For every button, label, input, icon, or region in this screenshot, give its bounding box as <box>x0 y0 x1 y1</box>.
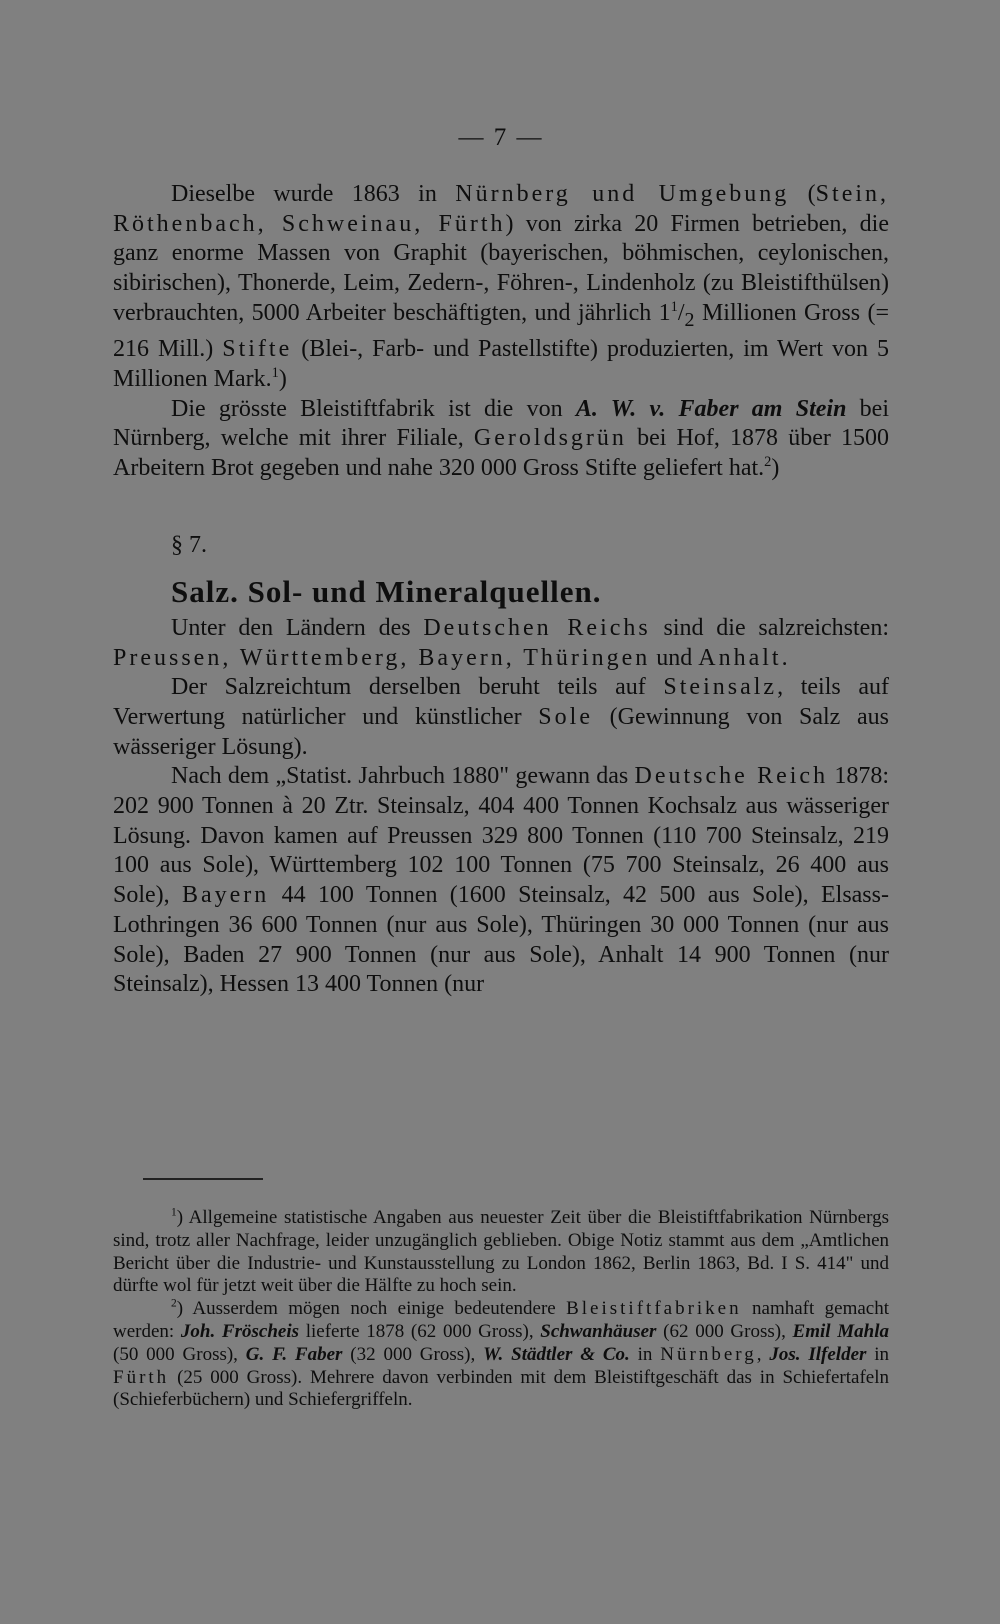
italic-text: A. W. v. Faber am Stein <box>575 395 847 422</box>
book-page <box>113 0 889 1624</box>
text-run: sind die salzreichsten: <box>650 614 889 641</box>
footnote-text: , <box>756 1343 770 1365</box>
footnotes <box>113 1207 889 1412</box>
fraction-denominator: 2 <box>684 308 695 331</box>
text-run: Millionen Gross (= 216 Mill.) <box>113 299 890 363</box>
spaced-text: Stein, Röthenbach, Schweinau, Fürth <box>113 181 890 237</box>
footnote-ref-2[interactable]: 2 <box>764 454 772 471</box>
italic-text: Jos. Ilfelder <box>769 1343 867 1365</box>
italic-text: W. Städtler & Co. <box>483 1343 630 1365</box>
italic-text: Schwanhäuser <box>540 1320 657 1342</box>
spaced-text: Bayern <box>181 882 270 909</box>
fraction-numerator: 1 <box>670 298 678 315</box>
italic-text: Emil Mahla <box>792 1320 889 1342</box>
spaced-text: Bleistiftfabriken <box>566 1298 742 1320</box>
spaced-text: Deutschen Reichs <box>423 614 651 641</box>
paragraph-faber <box>113 395 889 484</box>
footnote-1 <box>113 1207 889 1298</box>
footnote-mark-2: 2 <box>171 1297 177 1310</box>
footnote-text: ) Allgemeine statistische Angaben aus neuester Zeit über die Bleistiftfabrikation Nürnbergs sind, trotz aller Nachfrage, leider unzugänglich geblieben. Obige Notiz stammt aus dem „Amtlichen Bericht über die Industrie- und Kunstausstellung zu London 1862, Berlin 1863, Bd. I S. 414" und dürfte wol für jetzt weit über die Hälfte zu hoch sein. <box>113 1207 889 1297</box>
text-run: ) <box>771 455 780 482</box>
paragraph-pencil-industry <box>113 180 889 395</box>
text-run: Der Salzreichtum derselben beruht teils auf <box>171 674 664 701</box>
footnote-text: ) Ausserdem mögen noch einige bedeutendere <box>176 1298 567 1320</box>
spaced-text: Sole <box>538 703 593 730</box>
text-run: . <box>781 644 788 671</box>
footnote-text: lieferte 1878 (62 000 Gross), <box>299 1320 541 1342</box>
footnote-divider <box>143 1178 263 1180</box>
text-run: ( <box>789 181 816 207</box>
italic-text: Joh. Fröscheis <box>180 1320 299 1342</box>
main-text <box>113 180 889 1000</box>
footnote-2 <box>113 1298 889 1412</box>
footnote-text: in <box>866 1343 890 1365</box>
text-run: Die grösste Bleistiftfabrik ist die von <box>171 395 576 422</box>
text-run: 1878: 202 900 Tonnen à 20 Ztr. Steinsalz, 404 400 Tonnen Kochsalz aus wässeriger Lösung. Davon kamen auf Preussen 329 800 Tonnen (110 700 Steinsalz, 219 100 aus Sole), Württemberg 102 100 Tonnen (75 700 Steinsalz, 26 400 aus Sole), <box>113 763 890 909</box>
text-run: bei Hof, 1878 über 1500 Arbeitern Brot gegeben und nahe 320 000 Gross Stifte geliefert hat. <box>113 425 889 482</box>
footnote-text: (50 000 Gross), <box>113 1343 246 1365</box>
spaced-text: Anhalt <box>698 644 782 671</box>
section-title: Salz. Sol- und Mineralquellen. <box>171 573 602 609</box>
footnote-text: namhaft gemacht werden: <box>113 1298 889 1342</box>
text-run: Dieselbe wurde 1863 in <box>171 181 456 207</box>
italic-text: G. F. Faber <box>245 1343 343 1365</box>
text-run: Nach dem „Statist. Jahrbuch 1880" gewann das <box>171 763 635 790</box>
footnote-mark-1: 1 <box>171 1206 177 1219</box>
paragraph-salt-countries <box>113 614 889 673</box>
text-run: , teils auf Verwertung natürlicher und künstlicher <box>113 674 889 730</box>
spaced-text: Deutsche Reich <box>634 763 829 790</box>
footnote-text: (32 000 Gross), <box>342 1343 484 1365</box>
spaced-text: Stifte <box>222 336 293 363</box>
page-number: — 7 — <box>458 124 544 151</box>
footnote-text: (62 000 Gross), <box>656 1320 793 1342</box>
footnote-ref-1[interactable]: 1 <box>271 365 279 382</box>
spaced-text: Nürnberg und Umgebung <box>455 181 790 207</box>
paragraph-salt-statistics <box>113 762 889 1000</box>
text-run: ) <box>278 366 287 393</box>
text-run: (Gewinnung von Salz aus wässeriger Lösung). <box>113 703 889 760</box>
fraction-slash: / <box>677 299 685 326</box>
text-run: und <box>650 644 699 671</box>
paragraph-salt-wealth <box>113 673 889 762</box>
spaced-text: Geroldsgrün <box>473 425 627 452</box>
footnote-text: (25 000 Gross). Mehrere davon verbinden mit dem Bleistiftgeschäft das in Schiefertafeln (Schieferbüchern) und Schiefergriffeln. <box>113 1366 889 1411</box>
text-run: 44 100 Tonnen (1600 Steinsalz, 42 500 aus Sole), Elsass-Lothringen 36 600 Tonnen (nur aus Sole), Thüringen 30 000 Tonnen (nur aus Sole), Baden 27 900 Tonnen (nur aus Sole), Anhalt 14 900 Tonnen (nur Steinsalz), Hessen 13 400 Tonnen (nur <box>113 882 889 998</box>
text-run: Unter den Ländern des <box>171 614 424 641</box>
text-run: bei Nürnberg, welche mit ihrer Filiale, <box>113 395 890 452</box>
spaced-text: Steinsalz <box>663 674 778 701</box>
text-run: ) von zirka 20 Firmen betrieben, die ganz enorme Massen von Graphit (bayerischen, böhmischen, ceylonischen, sibirischen), Thonerde, Leim, Zedern-, Föhren-, Lindenholz (zu Bleistifthülsen) verbrauchten, 5000 Arbeiter beschäftigten, und jährlich 1 <box>113 210 889 326</box>
footnote-text: in <box>629 1343 661 1365</box>
section-number: § 7. <box>171 531 207 558</box>
text-run: (Blei-, Farb- und Pastellstifte) produzierten, im Wert von 5 Millionen Mark. <box>113 336 889 393</box>
spaced-text: Fürth <box>113 1366 170 1388</box>
spaced-text: Preussen, Württemberg, Bayern, Thüringen <box>113 644 651 671</box>
spaced-text: Nürnberg <box>660 1343 757 1365</box>
